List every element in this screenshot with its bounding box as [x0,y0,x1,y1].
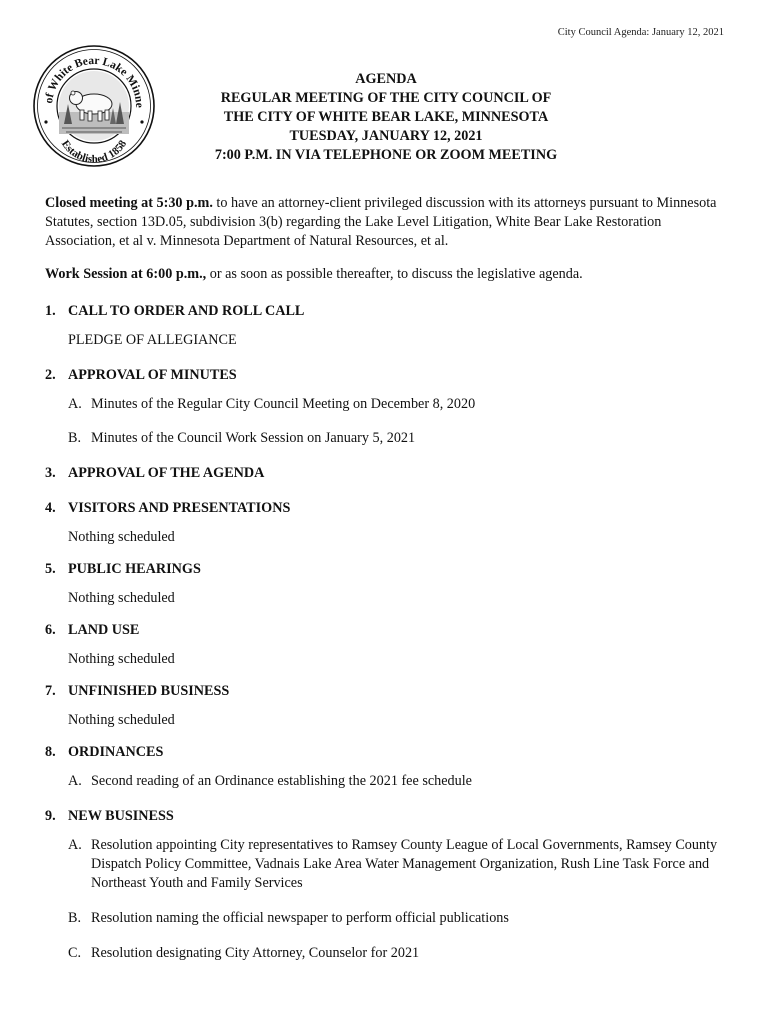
item-letter: A. [68,773,82,789]
section-title: APPROVAL OF MINUTES [68,367,237,383]
section-visitors-presentations [45,499,725,547]
section-note: PLEDGE OF ALLEGIANCE [68,332,237,348]
section-title: VISITORS AND PRESENTATIONS [68,500,291,516]
agenda-item [68,944,725,963]
section-number: 6. [45,622,56,638]
section-note: Nothing scheduled [68,590,175,606]
city-seal [32,44,156,168]
bear-seal-icon [32,44,156,168]
section-number: 9. [45,808,56,824]
agenda-item [68,395,725,414]
section-approval-of-agenda [45,464,725,483]
item-text: Resolution appointing City representatives to Ramsey County League of Local Governments, Ramsey County Dispatch Policy Committee, Vadnais Lake Area Water Management Organization, Rush Line Task Force and Northeast Youth and Family Services [91,837,718,891]
seal-top-text: of White Bear Lake Minne [43,54,146,108]
item-letter: B. [68,430,82,446]
section-public-hearings [45,560,725,608]
item-text: Resolution naming the official newspaper to perform official publications [91,910,509,926]
item-text: Second reading of an Ordinance establishing the 2021 fee schedule [91,773,472,789]
section-number: 2. [45,367,56,383]
agenda-item [68,772,725,791]
section-title: LAND USE [68,622,140,638]
item-letter: A. [68,837,82,853]
closed-meeting-label: Closed meeting at 5:30 p.m. [45,195,213,211]
title-line-time: 7:00 P.M. IN VIA TELEPHONE OR ZOOM MEETING [214,147,558,163]
agenda-item [68,429,725,448]
section-note: Nothing scheduled [68,529,175,545]
closed-meeting-paragraph [45,194,725,251]
agenda-title [170,70,602,165]
section-new-business [45,807,725,963]
section-note: Nothing scheduled [68,712,175,728]
title-line-city: THE CITY OF WHITE BEAR LAKE, MINNESOTA [223,109,549,125]
section-title: ORDINANCES [68,744,164,760]
work-session-paragraph [45,265,725,284]
agenda-item [68,836,725,893]
running-header: City Council Agenda: January 12, 2021 [557,27,724,38]
section-title: UNFINISHED BUSINESS [68,683,230,699]
section-number: 7. [45,683,56,699]
section-title: APPROVAL OF THE AGENDA [68,465,265,481]
agenda-item [68,909,725,928]
work-session-text: or as soon as possible thereafter, to discuss the legislative agenda. [206,266,583,282]
closed-meeting-text: to have an attorney-client privileged discussion with its attorneys pursuant to Minnesota Statutes, section 13D.05, subdivision 3(b) regarding the Lake Level Litigation, White Bear Lake Restoration Association, et al v. Minnesota Department of Natural Resources, et al. [45,195,717,249]
section-note: Nothing scheduled [68,651,175,667]
item-text: Minutes of the Council Work Session on January 5, 2021 [91,430,416,446]
section-number: 1. [45,303,56,319]
section-title: NEW BUSINESS [68,808,174,824]
section-call-to-order [45,302,725,350]
section-number: 8. [45,744,56,760]
item-letter: A. [68,396,82,412]
item-text: Minutes of the Regular City Council Meeting on December 8, 2020 [91,396,476,412]
section-number: 4. [45,500,56,516]
title-line-agenda: AGENDA [355,71,417,87]
title-line-date: TUESDAY, JANUARY 12, 2021 [289,128,483,144]
seal-bottom-text: Established 1858 [58,138,130,166]
section-ordinances [45,743,725,791]
section-number: 3. [45,465,56,481]
section-title: PUBLIC HEARINGS [68,561,201,577]
section-unfinished-business [45,682,725,730]
section-number: 5. [45,561,56,577]
title-line-meeting: REGULAR MEETING OF THE CITY COUNCIL OF [220,90,552,106]
section-land-use [45,621,725,669]
item-letter: C. [68,945,82,961]
item-letter: B. [68,910,82,926]
work-session-label: Work Session at 6:00 p.m., [45,266,207,282]
section-title: CALL TO ORDER AND ROLL CALL [68,303,305,319]
agenda-body [45,194,725,963]
item-text: Resolution designating City Attorney, Counselor for 2021 [91,945,420,961]
section-approval-of-minutes [45,366,725,448]
